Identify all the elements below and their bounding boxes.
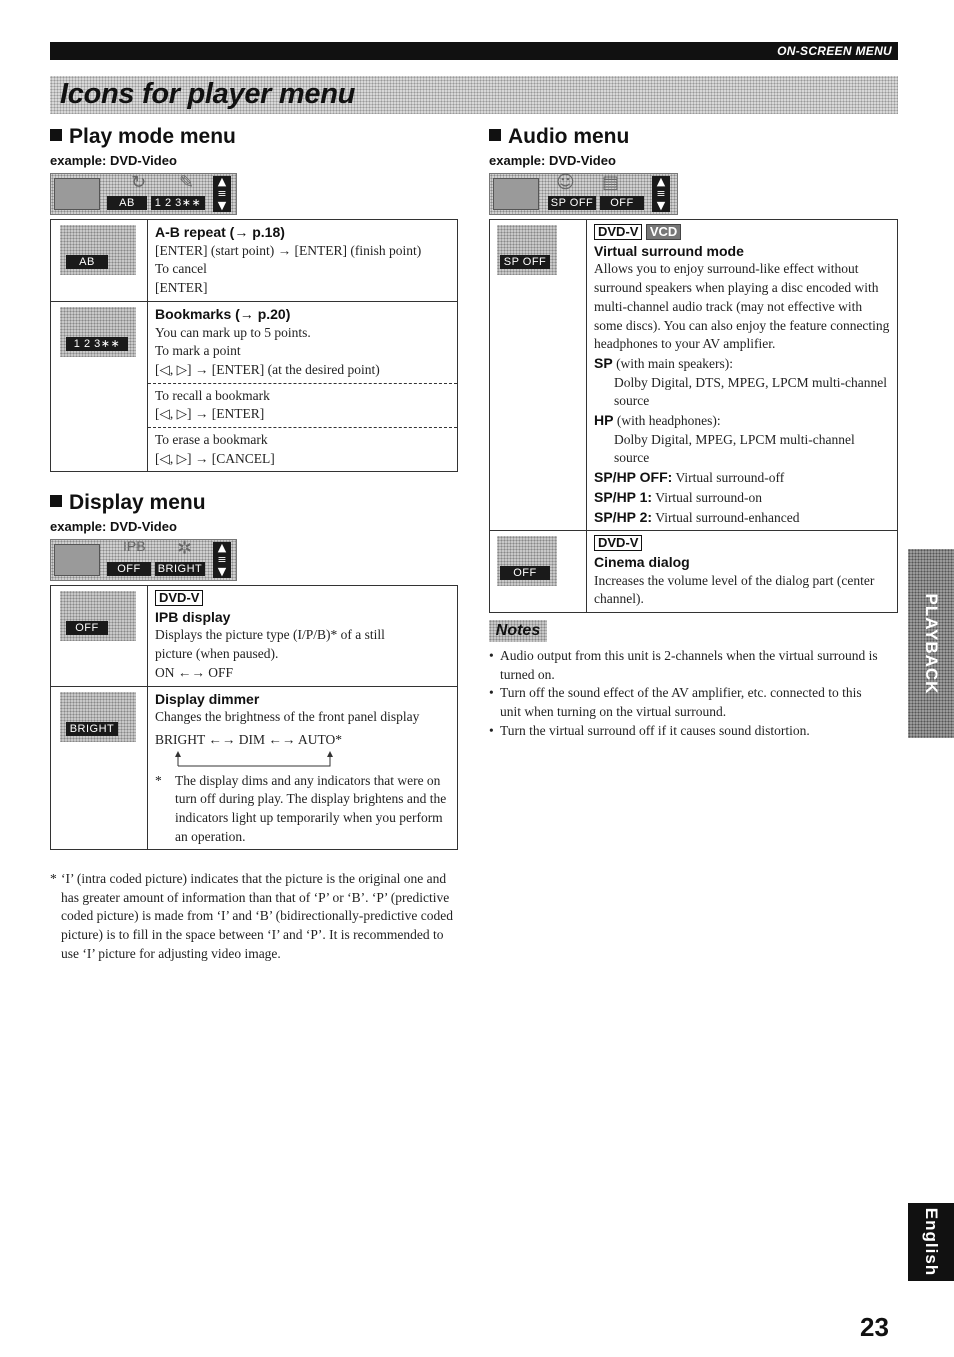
- virtual-surround-icon: SP OFF: [497, 225, 557, 275]
- display-dimmer-icon: BRIGHT: [60, 692, 136, 742]
- display-dimmer-title: Display dimmer: [155, 690, 260, 707]
- ipb-footnote: * ‘I’ (intra coded picture) indicates that the picture is the original one and has greater amount of information than that of ‘P’ or ‘B’. ‘P’ (predictive coded picture) is made from ‘I’ and ‘B’ (bidirectionally-predictive coded picture) is to fill in the space between ‘I’ and ‘P’. It is recommended to use ‘I’ picture for adjusting video image.: [50, 871, 453, 961]
- display-menubar: [50, 539, 237, 581]
- list-item: • Audio output from this unit is 2-channels when the virtual surround is turned on.: [489, 648, 878, 682]
- cinema-icon: ▤: [602, 172, 620, 193]
- bookmarks-title: Bookmarks (→ p.20): [155, 305, 291, 322]
- virtual-surround-title: Virtual surround mode: [594, 242, 744, 259]
- play-mode-table: [50, 219, 458, 472]
- list-item: • Turn off the sound effect of the AV amplifier, etc. connected to this unit when turning on the virtual surround.: [489, 685, 862, 720]
- ipb-display-text: DVD-V IPB display Displays the picture type (I/P/B)* of a still picture (when paused). ON ←→ OFF: [148, 586, 458, 687]
- off-label: OFF: [600, 196, 644, 210]
- up-down-arrow-icon: ▲ ≡ ▼: [213, 542, 231, 578]
- table-row: [51, 220, 458, 302]
- display-example: example: DVD-Video: [50, 519, 177, 534]
- surround-icon: ☺: [556, 172, 575, 193]
- section-label: ON-SCREEN MENU: [777, 44, 892, 58]
- dvd-v-badge: DVD-V: [155, 590, 203, 606]
- dimmer-icon: ✲: [177, 538, 193, 559]
- notes-list: [489, 647, 884, 741]
- display-table: [50, 585, 458, 850]
- vcd-badge: VCD: [646, 224, 681, 240]
- ab-repeat-title: A-B repeat (→ p.18): [155, 224, 285, 240]
- up-down-arrow-icon: ▲ ≡ ▼: [652, 176, 670, 212]
- bookmark-label: 1 2 3∗∗: [151, 196, 205, 210]
- bright-label: BRIGHT: [155, 562, 205, 576]
- display-heading: Display menu: [50, 491, 206, 515]
- dvd-v-badge: DVD-V: [594, 224, 642, 240]
- page-title: Icons for player menu: [60, 78, 356, 110]
- bookmarks-text: Bookmarks (→ p.20) You can mark up to 5 points. To mark a point [◁, ▷] → [ENTER] (at the desired point) To recall a bookmark [◁, ▷] → [ENTER] To erase a bookmark [◁, ▷] → [CANCEL]: [148, 301, 458, 472]
- audio-table: [489, 219, 898, 613]
- ipb-display-title: IPB display: [155, 608, 231, 625]
- icon-cell: [51, 220, 148, 302]
- audio-menubar: [489, 173, 678, 215]
- icon-cell: [51, 586, 148, 687]
- square-bullet-icon: [50, 129, 62, 141]
- icon-cell: [51, 686, 148, 850]
- english-side-tab: English: [908, 1203, 954, 1281]
- cinema-dialog-icon: OFF: [497, 536, 557, 586]
- table-row: [51, 301, 458, 472]
- display-dimmer-text: Display dimmer Changes the brightness of the front panel display BRIGHT ←→ DIM ←→ AUTO* * The display dims and any indicators that were on turn off during play. The display brightens and the indicators light up temporarily when you perform an operation.: [148, 686, 458, 850]
- list-item: • Turn the virtual surround off if it causes sound distortion.: [489, 722, 810, 738]
- section-header-bar: [50, 42, 898, 60]
- notes-label: Notes: [489, 620, 547, 642]
- repeat-icon: ↻: [131, 172, 147, 193]
- cinema-dialog-title: Cinema dialog: [594, 553, 690, 570]
- disc-icon: [54, 178, 100, 210]
- divider: [148, 383, 457, 384]
- play-mode-menubar: [50, 173, 237, 215]
- table-row: [51, 686, 458, 850]
- square-bullet-icon: [489, 129, 501, 141]
- ipb-icon: IPB: [123, 538, 146, 554]
- icon-cell: [490, 220, 587, 531]
- ab-repeat-text: A-B repeat (→ p.18) [ENTER] (start point) → [ENTER] (finish point) To cancel [ENTER]: [148, 220, 458, 302]
- off-label: OFF: [107, 562, 151, 576]
- cycle-arrow-icon: [175, 750, 355, 768]
- bookmark-icon: ✎: [179, 172, 195, 193]
- audio-example: example: DVD-Video: [489, 153, 616, 168]
- up-down-arrow-icon: ▲ ≡ ▼: [213, 176, 231, 212]
- cinema-dialog-text: DVD-V Cinema dialog Increases the volume level of the dialog part (center channel).: [587, 531, 898, 613]
- play-mode-heading: Play mode menu: [50, 125, 236, 149]
- page-number: 23: [860, 1312, 889, 1342]
- ab-repeat-icon: AB: [60, 225, 136, 275]
- speaker-icon: [493, 178, 539, 210]
- playback-side-tab: PLAYBACK: [908, 549, 954, 738]
- square-bullet-icon: [50, 495, 62, 507]
- virtual-surround-text: DVD-V VCD Virtual surround mode Allows you to enjoy surround-like effect without surround speakers when playing a disc encoded with multi-channel audio track (may not effective with some discs). You can also enjoy the feature connecting headphones to your AV amplifier. SP (with main speakers): Dolby Digital, DTS, MPEG, LPCM multi-channel source HP (with headphones): Dolby Digital, MPEG, LPCM multi-channel source SP/HP OFF: Virtual surround-off SP/HP 1: Virtual surround-on SP/HP 2: Virtual surround-enhanced: [587, 220, 898, 531]
- audio-heading: Audio menu: [489, 125, 629, 149]
- page-title-bar: [50, 76, 898, 114]
- dimmer-footnote: * The display dims and any indicators that were on turn off during play. The display brightens and the indicators light up temporarily when you perform an operation.: [155, 772, 447, 844]
- sp-off-label: SP OFF: [548, 196, 596, 210]
- divider: [148, 427, 457, 428]
- table-row: [51, 586, 458, 687]
- table-row: [490, 220, 898, 531]
- bookmarks-icon: 1 2 3∗∗: [60, 307, 136, 357]
- monitor-icon: [54, 544, 100, 576]
- table-row: [490, 531, 898, 613]
- ipb-display-icon: OFF: [60, 591, 136, 641]
- icon-cell: [490, 531, 587, 613]
- icon-cell: [51, 301, 148, 472]
- play-mode-example: example: DVD-Video: [50, 153, 177, 168]
- ab-label: AB: [107, 196, 147, 210]
- dvd-v-badge: DVD-V: [594, 535, 642, 551]
